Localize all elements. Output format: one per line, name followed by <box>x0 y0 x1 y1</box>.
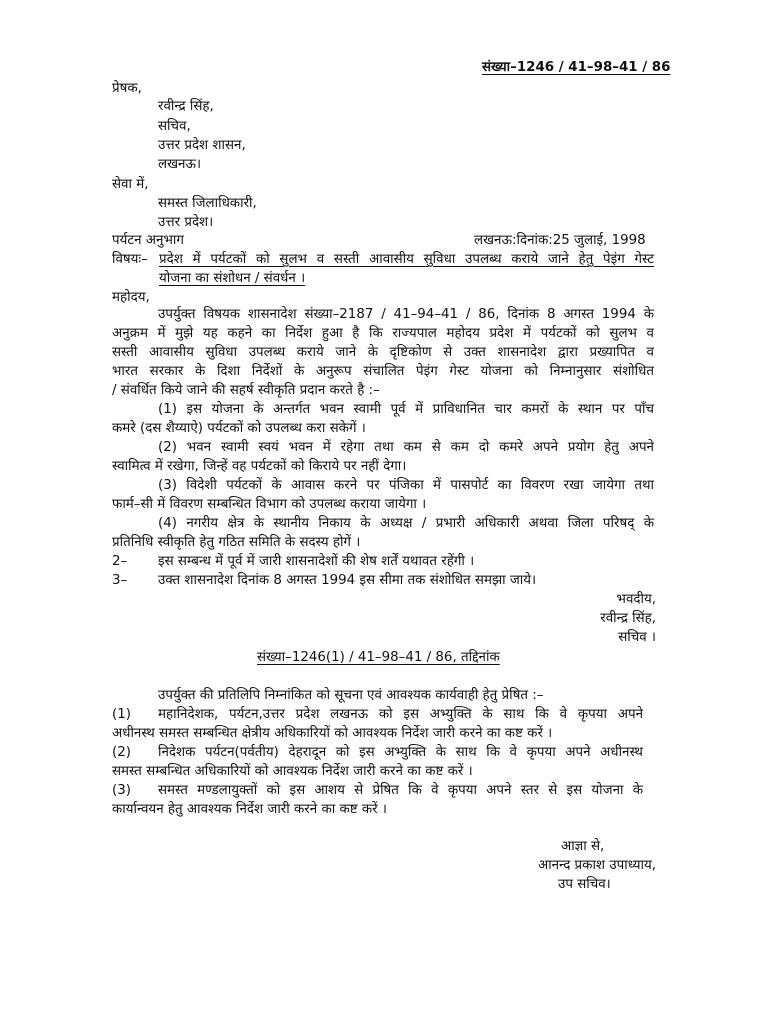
paragraph-2-text: इस सम्बन्ध में पूर्व में जारी शासनादेशों की शेष शर्तें यथावत रहेंगी । <box>158 554 475 569</box>
copy-item-1-line-2: अधीनस्थ समस्त सम्बन्धित क्षेत्रीय अधिकारियों को आवश्यक निर्देश जारी करने का कष्ट करें । <box>112 726 553 741</box>
sender-office: उत्तर प्रदेश शासन, <box>158 138 246 153</box>
point-4-line-1: (4) नगरीय क्षेत्र के स्थानीय निकाय के अध्यक्ष / प्रभारी अधिकारी अथवा जिला परिषद् के <box>158 516 654 531</box>
point-2-line-2: स्वामित्व में रखेगा, जिन्हें वह पर्यटकों को किराये पर नहीं देगा। <box>112 459 407 474</box>
department-name: पर्यटन अनुभाग <box>112 233 184 248</box>
copy-item-2-line-1: निदेशक पर्यटन(पर्वतीय) देहरादून को इस अभ्युक्ति के साथ कि वे कृपया अपने अधीनस्थ <box>158 745 643 760</box>
subject-line-1: प्रदेश में पर्यटकों को सुलभ व सस्ती आवासीय सुविधा उपलब्ध कराये जाने हेतु पेइंग गेस्ट <box>159 252 654 267</box>
endorsement-reference: संख्या–1246(1) / 41–98–41 / 86, तद्दिनांक <box>257 650 500 665</box>
copy-item-2-number: (2) <box>112 745 131 760</box>
sender-designation: सचिव, <box>158 119 191 134</box>
copy-item-1-line-1: महानिदेशक, पर्यटन,उत्तर प्रदेश लखनऊ को इस अभ्युक्ति के साथ कि वे कृपया अपने <box>158 707 643 722</box>
recipient-state: उत्तर प्रदेश। <box>158 215 214 230</box>
signature-designation: सचिव । <box>618 630 656 645</box>
subject-label: विषयः– <box>112 252 148 267</box>
intro-line-1: उपर्युक्त विषयक शासनादेश संख्या–2187 / 41–94–41 / 86, दिनांक 8 अगस्त 1994 के <box>158 307 654 322</box>
reference-number: संख्या–1246 / 41–98–41 / 86 <box>482 60 671 75</box>
deputy-secretary-name: आनन्द प्रकाश उपाध्याय, <box>537 858 656 873</box>
sender-name: रवीन्द्र सिंह, <box>158 99 214 114</box>
intro-line-3: सस्ती आवासीय सुविधा उपलब्ध कराये जाने के दृष्टिकोण से उक्त शासनादेश द्वारा प्रख्यापित व <box>112 345 654 360</box>
sender-city: लखनऊ। <box>158 157 202 172</box>
salutation: महोदय, <box>112 290 150 305</box>
point-3-line-2: फार्म–सी में विवरण सम्बन्धित विभाग को उपलब्ध कराया जायेगा । <box>112 497 427 512</box>
point-1-line-2: कमरे (दस शैय्याऐ) पर्यटकों को उपलब्ध करा सकेगें । <box>112 421 366 436</box>
recipient-name: समस्त जिलाधिकारी, <box>158 196 257 211</box>
copy-item-1-number: (1) <box>112 707 131 722</box>
sender-label: प्रेषक, <box>112 81 142 96</box>
endorsement-intro: उपर्युक्त की प्रतिलिपि निम्नांकित को सूचना एवं आवश्यक कार्यवाही हेतु प्रेषित :– <box>158 688 544 703</box>
copy-item-3-line-1: समस्त मण्डलायुक्तों को इस आशय से प्रेषित कि वे कृपया अपने स्तर से इस योजना के <box>158 783 643 798</box>
point-1-line-1: (1) इस योजना के अन्तर्गत भवन स्वामी पूर्व में प्राविधानित चार कमरों के स्थान पर पाँच <box>158 402 654 417</box>
point-2-line-1: (2) भवन स्वामी स्वयं भवन में रहेगा तथा कम से कम दो कमरे अपने प्रयोग हेतु अपने <box>158 440 654 455</box>
copy-item-2-line-2: समस्त सम्बन्धित अधिकारियों को आवश्यक निर्देश जारी करने का कष्ट करें । <box>112 764 473 779</box>
copy-item-3-line-2: कार्यान्वयन हेतु आवश्यक निर्देश जारी करने का कष्ट करें । <box>112 802 387 817</box>
intro-line-5: / संवर्धित किये जाने की सहर्ष स्वीकृति प्रदान करते है :– <box>112 383 380 398</box>
subject-line-2: योजना का संशोधन / संवर्धन । <box>159 271 306 286</box>
point-3-line-1: (3) विदेशी पर्यटकों के आवास करने पर पंजिका में पासपोर्ट का विवरण रखा जायेगा तथा <box>158 478 654 493</box>
intro-line-4: भारत सरकार के दिशा निर्देशों के अनुरूप संचालित पेइंग गेस्ट योजना को निम्नानुसार संशोधित <box>112 364 654 379</box>
paragraph-3-number: 3– <box>112 573 128 588</box>
place-date: लखनऊ:दिनांक:25 जुलाई, 1998 <box>474 233 646 248</box>
recipient-label: सेवा में, <box>112 177 149 192</box>
signature-name: रवीन्द्र सिंह, <box>600 611 656 626</box>
paragraph-3-text: उक्त शासनादेश दिनांक 8 अगस्त 1994 इस सीमा तक संशोधित समझा जाये। <box>158 573 537 588</box>
order-by-closing: आज्ञा से, <box>561 839 605 854</box>
point-4-line-2: प्रतिनिधि स्वीकृति हेतु गठित समिति के सदस्य होगें । <box>112 535 361 550</box>
paragraph-2-number: 2– <box>112 554 128 569</box>
copy-item-3-number: (3) <box>112 783 131 798</box>
signature-closing: भवदीय, <box>616 592 656 607</box>
intro-line-2: अनुक्रम में मुझे यह कहने का निर्देश हुआ है कि राज्यपाल महोदय प्रदेश में पर्यटकों को सुलभ व <box>112 326 654 341</box>
deputy-secretary-designation: उप सचिव। <box>558 877 611 892</box>
